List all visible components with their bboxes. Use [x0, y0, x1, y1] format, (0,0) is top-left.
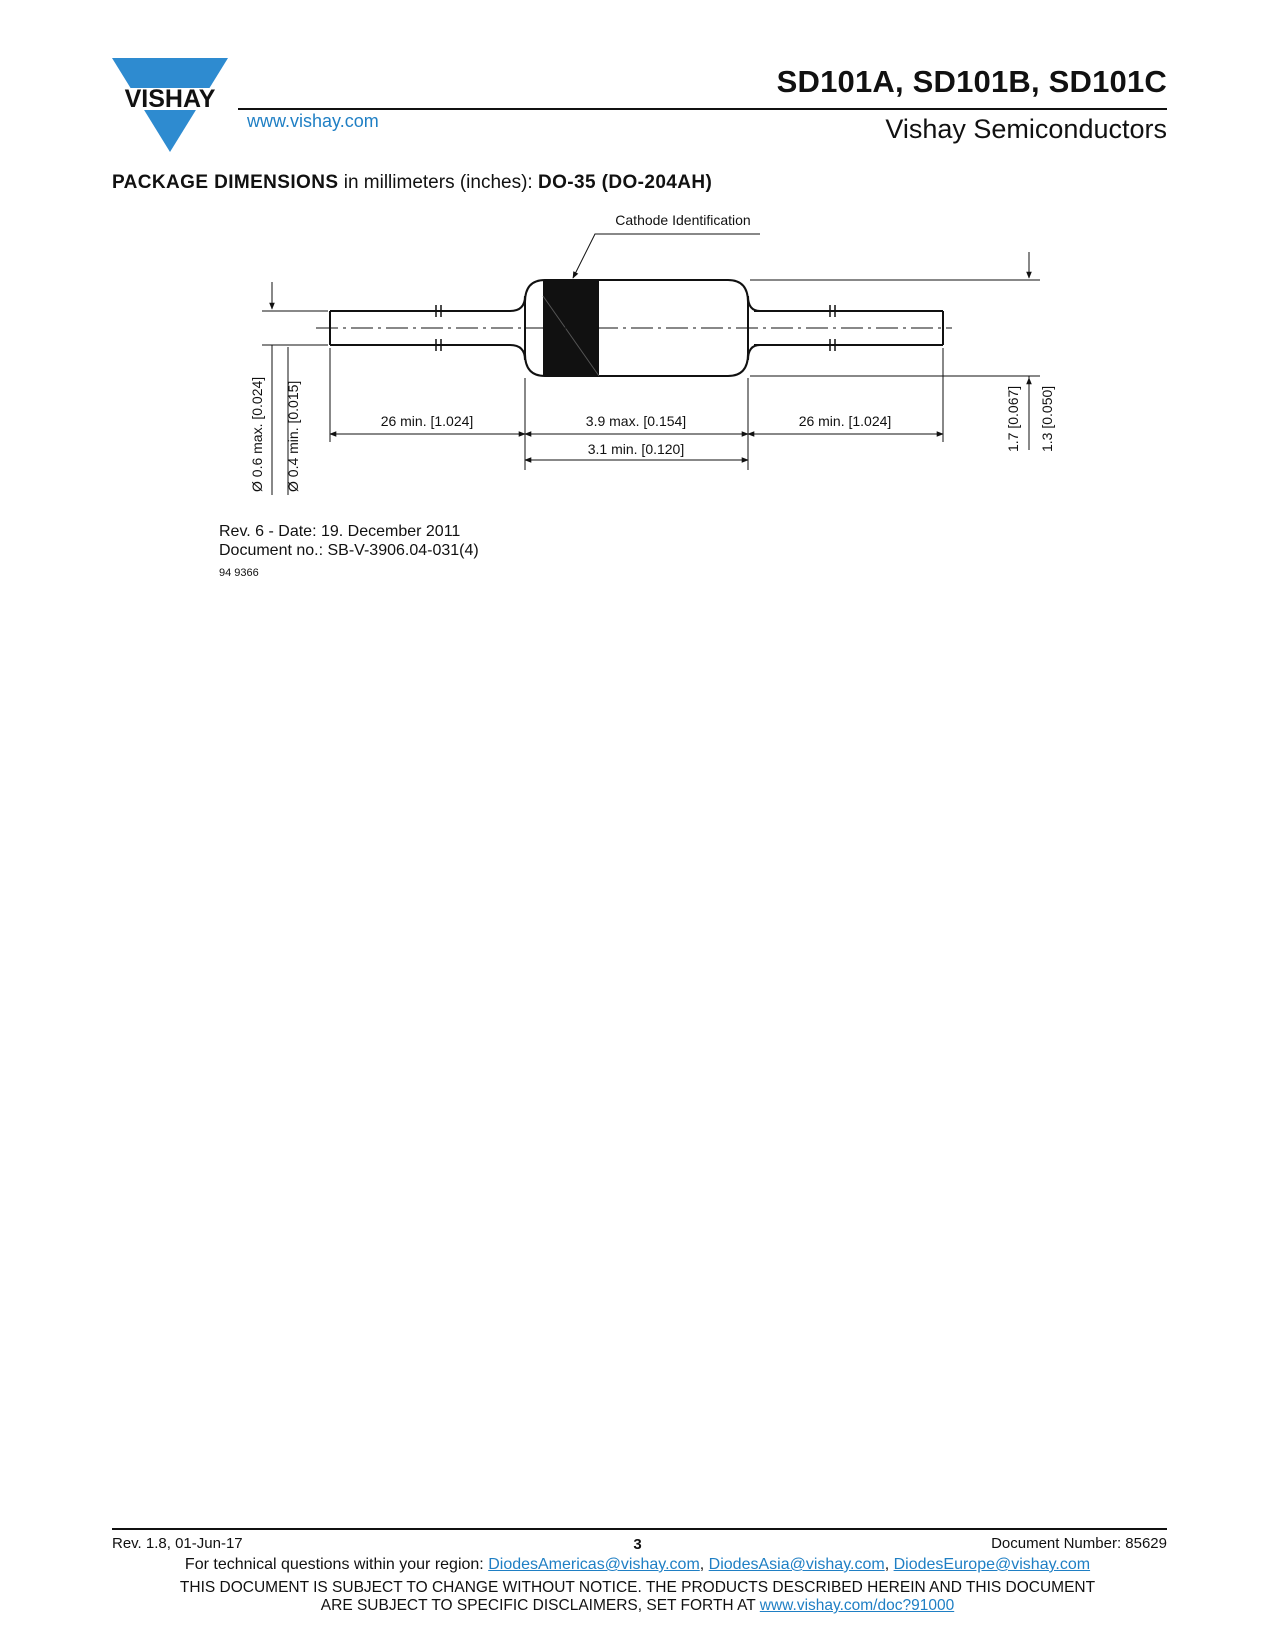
dim-lead-left: 26 min. [1.024]: [380, 413, 474, 429]
heading-bold: PACKAGE DIMENSIONS: [112, 172, 339, 193]
dim-dia-min: Ø 0.4 min. [0.015]: [285, 380, 301, 492]
section-heading: [112, 172, 712, 194]
drawing-number: 94 9366: [219, 567, 259, 579]
header-divider: [238, 108, 1167, 110]
package-drawing: [0, 200, 1275, 505]
company-name: Vishay Semiconductors: [885, 114, 1167, 144]
website-link[interactable]: www.vishay.com: [247, 111, 379, 131]
contact-prefix: For technical questions within your region:: [184, 1556, 484, 1573]
revision-date: Rev. 6 - Date: 19. December 2011: [219, 523, 461, 540]
disclaimer-line-2: [0, 1597, 1275, 1615]
revision-block: [219, 522, 479, 583]
disclaimer-prefix: ARE SUBJECT TO SPECIFIC DISCLAIMERS, SET FORTH AT: [320, 1597, 756, 1614]
contact-separator: ,: [884, 1556, 890, 1573]
revision-doc-no: Document no.: SB-V-3906.04-031(4): [219, 542, 479, 559]
heading-units: in millimeters (inches):: [343, 172, 533, 193]
footer-contact: [0, 1556, 1275, 1574]
dim-dia-max: Ø 0.6 max. [0.024]: [249, 376, 265, 492]
cathode-label: Cathode Identification: [615, 212, 751, 228]
heading-package: DO-35 (DO-204AH): [537, 172, 713, 193]
dim-body-max: 3.9 max. [0.154]: [585, 413, 687, 429]
email-europe-link[interactable]: DiodesEurope@vishay.com: [893, 1556, 1091, 1573]
email-americas-link[interactable]: DiodesAmericas@vishay.com: [488, 1556, 700, 1573]
document-title: SD101A, SD101B, SD101C: [776, 64, 1167, 99]
vishay-logo: [108, 56, 232, 156]
dim-body-min: 3.1 min. [0.120]: [587, 441, 685, 457]
footer-document-number: Document Number: 85629: [991, 1535, 1167, 1552]
footer-divider: [112, 1528, 1167, 1530]
dim-body-dia-min: 1.3 [0.050]: [1039, 385, 1055, 452]
footer-disclaimer: [0, 1579, 1275, 1615]
page-number: 3: [633, 1536, 642, 1553]
disclaimer-link[interactable]: www.vishay.com/doc?91000: [759, 1597, 955, 1614]
dim-body-dia-max: 1.7 [0.067]: [1005, 385, 1021, 452]
logo-text: VISHAY: [124, 85, 216, 113]
footer-revision: Rev. 1.8, 01-Jun-17: [112, 1535, 243, 1552]
email-asia-link[interactable]: DiodesAsia@vishay.com: [708, 1556, 885, 1573]
disclaimer-line-1: THIS DOCUMENT IS SUBJECT TO CHANGE WITHOUT NOTICE. THE PRODUCTS DESCRIBED HEREIN AND THIS DOCUMENT: [179, 1579, 1096, 1596]
contact-separator: ,: [699, 1556, 705, 1573]
dim-lead-right: 26 min. [1.024]: [798, 413, 892, 429]
